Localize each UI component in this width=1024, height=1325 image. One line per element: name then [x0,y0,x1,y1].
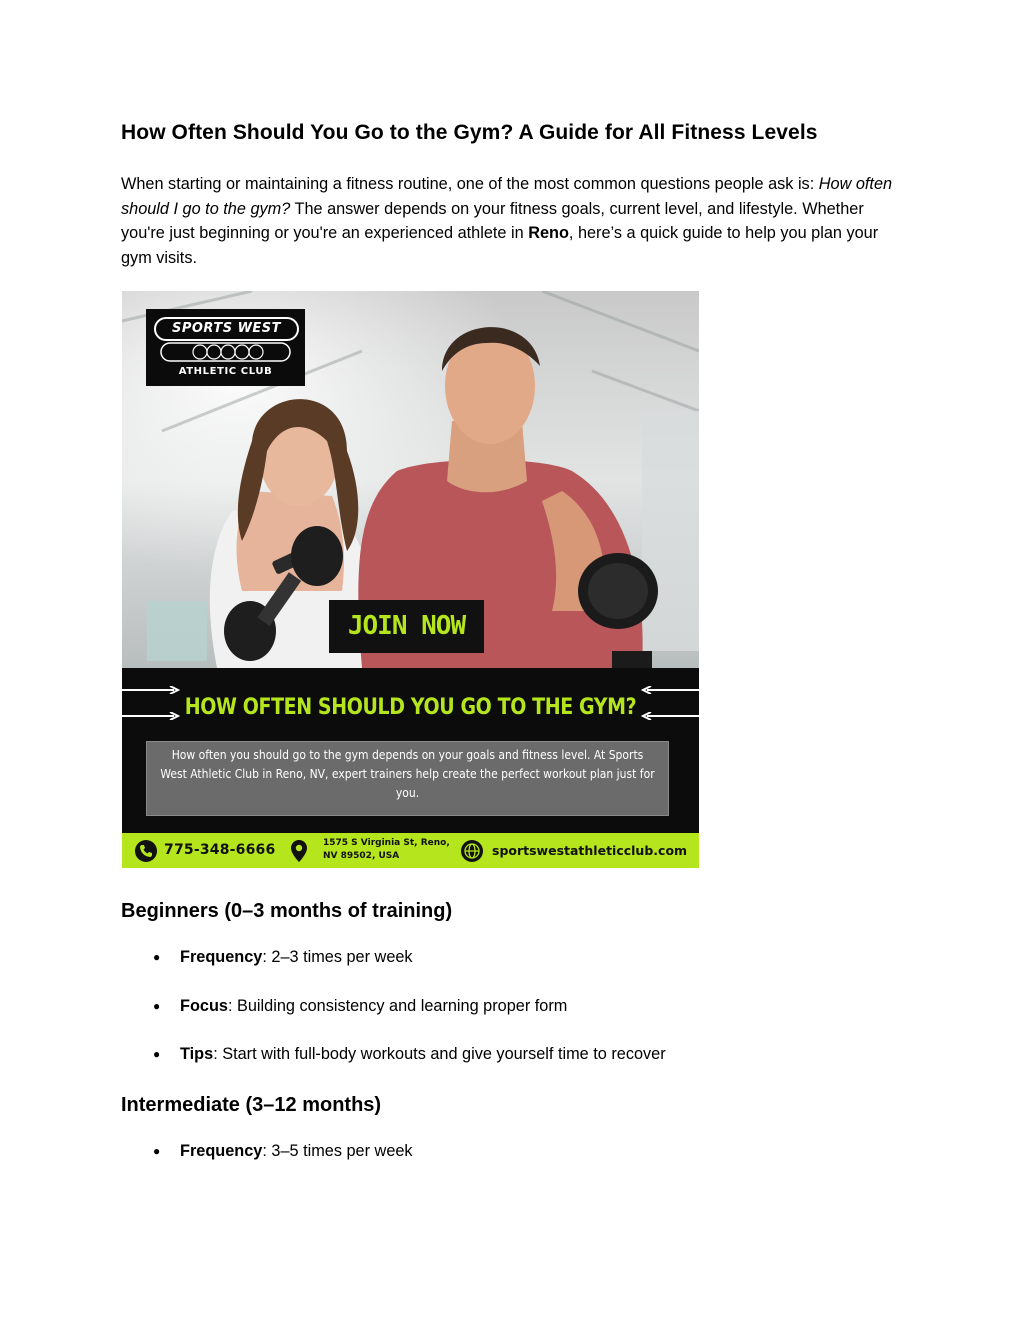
item-label: Tips [180,1045,214,1063]
item-label: Frequency [180,948,263,966]
intro-text-2: The answer depends on your fitness goals, current level, and lifestyle. Whether you're just beginning or you're an experienced athlete in [121,199,864,242]
join-now-button[interactable]: JOIN NOW [329,600,484,653]
promo-headline: HOW OFTEN SHOULD YOU GO TO THE GYM? [184,694,637,720]
logo-wordmark: SPORTS WEST [154,317,299,341]
item-text: : Start with full-body workouts and give yourself time to recover [213,1045,666,1063]
bullet-glyph: ● [153,1144,161,1158]
intro-bold-city: Reno [528,224,569,242]
list-item [153,1044,666,1064]
phone-icon [134,839,158,863]
item-label: Focus [180,997,228,1015]
bullet-glyph: ● [153,1047,161,1061]
address-line-1: 1575 S Virginia St, Reno, [323,838,450,848]
section-heading-beginners: Beginners (0–3 months of training) [121,900,453,922]
location-pin-icon [287,839,311,863]
logo-subtitle: ATHLETIC CLUB [178,366,273,377]
bullet-glyph: ● [153,999,161,1013]
phone-number[interactable]: 775-348-6666 [164,842,276,858]
intro-text-3: , here’s a quick guide to help you plan your gym visits. [121,224,879,267]
item-text: : 2–3 times per week [262,948,413,966]
contact-bar [122,833,699,868]
globe-icon [460,839,484,863]
section-heading-intermediate: Intermediate (3–12 months) [121,1094,382,1116]
promo-description: How often you should go to the gym depends on your goals and fitness level. At Sports West Athletic Club in Reno, NV, expert trainers help create the perfect workout plan just for you. [146,741,669,816]
page-title: How Often Should You Go to the Gym? A Guide for All Fitness Levels [121,121,818,144]
list-item [153,1141,413,1161]
club-logo [146,309,305,386]
item-text: : 3–5 times per week [262,1142,413,1160]
intro-italic-question: How often should I go to the gym? [121,175,893,218]
item-text: : Building consistency and learning proper form [227,997,568,1015]
promo-image [122,291,699,868]
intro-text-1: When starting or maintaining a fitness routine, one of the most common questions people ask is: [121,175,819,193]
bullet-glyph: ● [153,950,161,964]
intro-paragraph [121,172,911,270]
list-item [153,996,567,1016]
arrow-left-icon [641,686,699,694]
item-label: Frequency [180,1142,263,1160]
list-item [153,947,413,967]
address-line-2: NV 89502, USA [323,851,400,861]
arrow-right-icon [122,686,180,694]
website-link[interactable]: sportswestathleticclub.com [492,843,688,858]
athlete-rings-icon [160,342,291,362]
club-address [323,837,450,863]
